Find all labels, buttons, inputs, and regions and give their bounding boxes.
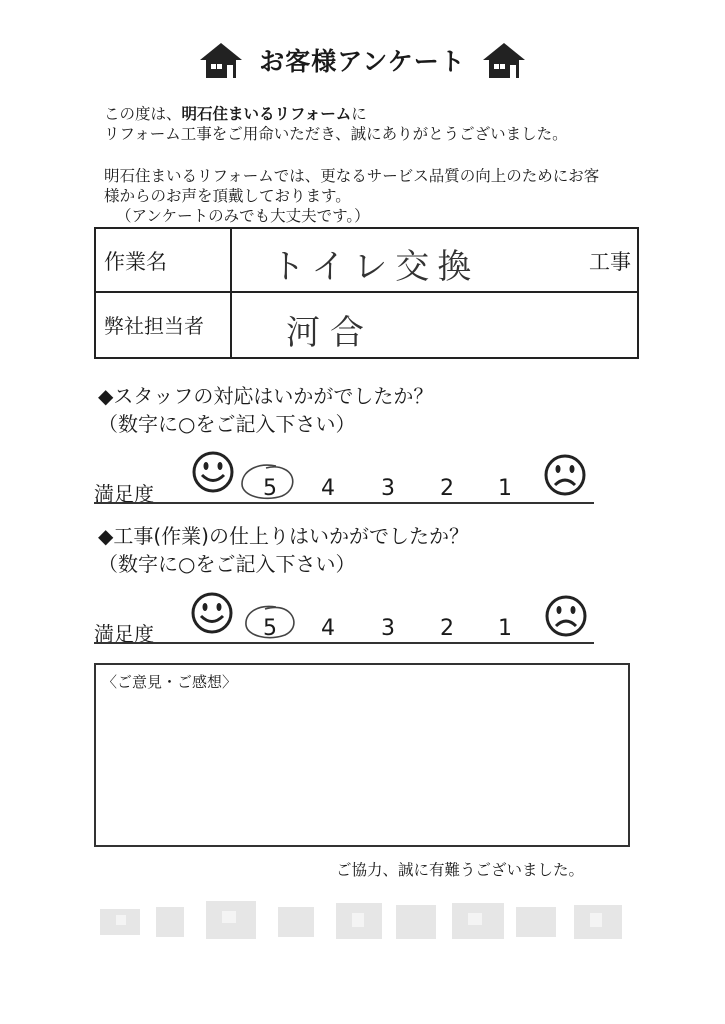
intro-line-5: （アンケートのみでも大丈夫です。） — [116, 207, 370, 225]
info-table — [94, 227, 639, 359]
q1-option-2[interactable]: 2 — [440, 476, 454, 501]
q2-option-4[interactable]: 4 — [321, 616, 335, 641]
company-name: 明石住まいるリフォーム — [181, 105, 352, 123]
house-icon — [198, 40, 244, 80]
intro-line-2: リフォーム工事をご用命いただき、誠にありがとうございました。 — [104, 125, 568, 143]
page-title: お客様アンケート — [259, 47, 466, 76]
staff-label: 弊社担当者 — [96, 293, 232, 357]
staff-row — [96, 293, 637, 357]
faded-footer-stamp — [96, 895, 626, 950]
q2-option-3[interactable]: 3 — [381, 616, 395, 641]
q1-option-5[interactable]: 5 — [263, 476, 277, 501]
q1-instruction: （数字に○をご記入下さい） — [98, 412, 356, 436]
q1-title: ◆スタッフの対応はいかがでしたか？ — [98, 384, 434, 408]
closing-message: ご協力、誠に有難うございました。 — [336, 861, 585, 879]
q2-title: ◆工事(作業)の仕上りはいかがでしたか？ — [98, 524, 469, 548]
intro-text: この度は、 — [104, 105, 182, 123]
work-suffix: 工事 — [589, 250, 631, 274]
q1-option-3[interactable]: 3 — [381, 476, 395, 501]
intro-line-3: 明石住まいるリフォームでは、更なるサービス品質の向上のためにお客 — [104, 167, 600, 185]
smiley-happy-icon — [191, 450, 235, 494]
staff-value[interactable]: 河合 — [286, 313, 374, 353]
work-row — [96, 229, 637, 293]
opinion-box[interactable] — [94, 663, 630, 847]
scale-line — [94, 502, 594, 504]
q2-option-2[interactable]: 2 — [440, 616, 454, 641]
q2-option-1[interactable]: 1 — [498, 616, 512, 641]
house-icon — [481, 40, 527, 80]
smiley-sad-icon — [543, 453, 587, 497]
q2-option-5[interactable]: 5 — [263, 616, 277, 641]
q1-option-1[interactable]: 1 — [498, 476, 512, 501]
intro-text: に — [351, 105, 367, 123]
scale-line — [94, 642, 594, 644]
smiley-happy-icon — [190, 591, 234, 635]
intro-line-1 — [104, 104, 367, 124]
satisfaction-label: 満足度 — [94, 622, 154, 646]
smiley-sad-icon — [544, 594, 588, 638]
opinion-label: 〈ご意見・ご感想〉 — [102, 673, 238, 691]
q2-instruction: （数字に○をご記入下さい） — [98, 552, 356, 576]
header — [0, 40, 725, 80]
work-label: 作業名 — [96, 229, 232, 291]
q1-option-4[interactable]: 4 — [321, 476, 335, 501]
work-value[interactable]: トイレ交換 — [271, 247, 480, 287]
intro-line-4: 様からのお声を頂戴しております。 — [104, 187, 351, 205]
satisfaction-label: 満足度 — [94, 482, 154, 506]
